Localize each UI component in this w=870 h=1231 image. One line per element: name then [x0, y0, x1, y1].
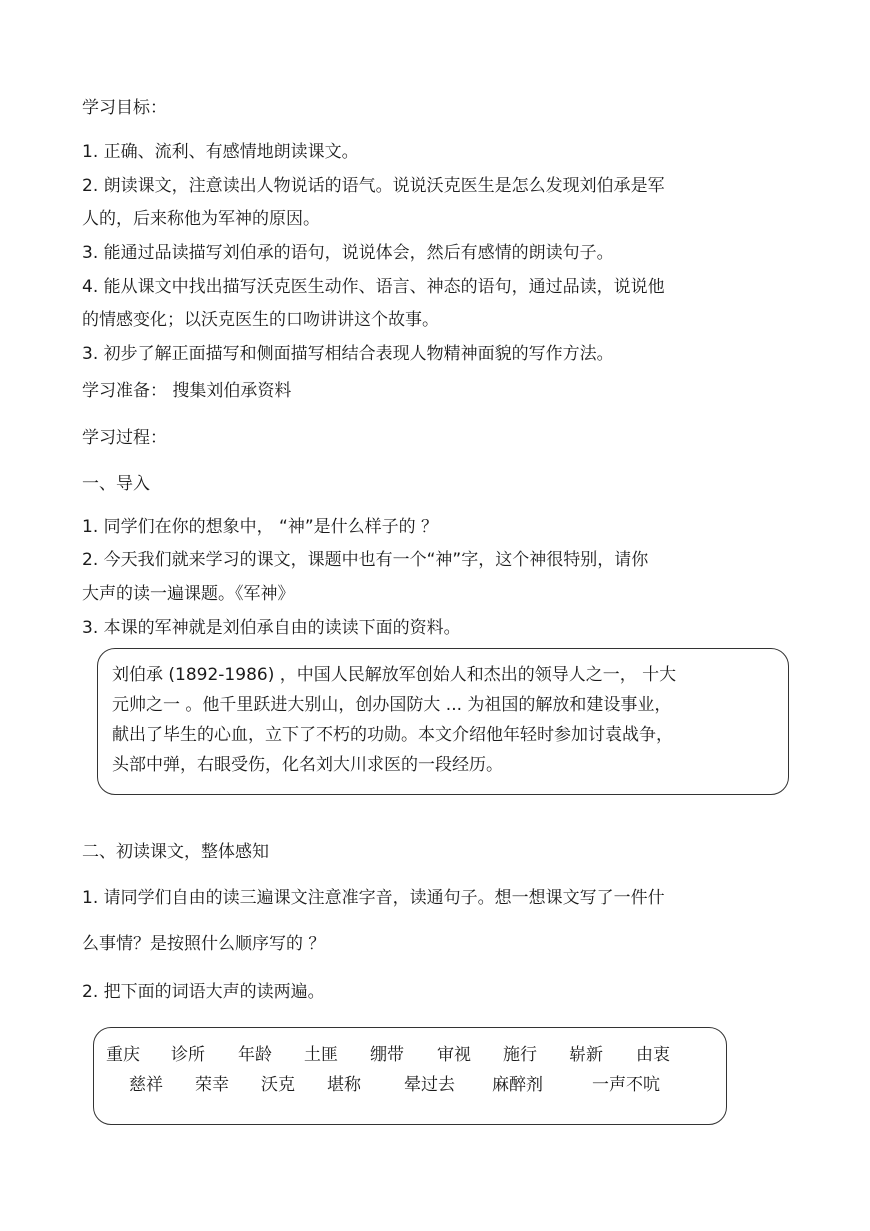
goal-item-2-cont: 人的，后来称他为军神的原因。 — [82, 209, 320, 229]
part1-heading: 一、导入 — [82, 474, 150, 494]
bio-line-3: 献出了毕生的心血，立下了不朽的功勋。本文介绍他年轻时参加讨袁战争， — [112, 725, 673, 745]
part1-line-1: 1. 同学们在你的想象中， “神”是什么样子的 ？ — [82, 517, 439, 537]
vocab-word: 一声不吭 — [592, 1075, 660, 1095]
vocab-word: 堪称 — [327, 1075, 361, 1095]
vocab-word: 土匪 — [304, 1045, 338, 1065]
part2-line-1: 1. 请同学们自由的读三遍课文注意准字音，读通句子。想一想课文写了一件什 — [82, 888, 665, 908]
part1-line-4: 3. 本课的军神就是刘伯承自由的读读下面的资料。 — [82, 618, 461, 638]
goal-item-1: 1. 正确、流利、有感情地朗读课文。 — [82, 142, 359, 162]
vocab-word: 崭新 — [569, 1045, 603, 1065]
vocab-word: 年龄 — [238, 1045, 272, 1065]
vocab-word: 绷带 — [370, 1045, 404, 1065]
vocab-word: 慈祥 — [129, 1075, 163, 1095]
vocab-word: 晕过去 — [404, 1075, 455, 1095]
vocab-word: 重庆 — [106, 1045, 140, 1065]
goal-item-5: 3. 初步了解正面描写和侧面描写相结合表现人物精神面貌的写作方法。 — [82, 344, 614, 364]
preparation-line: 学习准备： 搜集刘伯承资料 — [82, 381, 292, 401]
vocab-word: 沃克 — [261, 1075, 295, 1095]
goals-heading: 学习目标： — [82, 98, 167, 118]
bio-line-1: 刘伯承 (1892-1986) ，中国人民解放军创始人和杰出的领导人之一， 十大 — [112, 665, 677, 685]
vocab-word: 荣幸 — [195, 1075, 229, 1095]
part2-line-2: 么事情？是按照什么顺序写的 ？ — [82, 934, 326, 954]
bio-line-4: 头部中弹，右眼受伤，化名刘大川求医的一段经历。 — [112, 755, 503, 775]
vocab-word: 由衷 — [636, 1045, 670, 1065]
vocab-word: 诊所 — [171, 1045, 205, 1065]
goal-item-4: 4. 能从课文中找出描写沃克医生动作、语言、神态的语句，通过品读，说说他 — [82, 277, 665, 297]
process-heading: 学习过程： — [82, 428, 167, 448]
goal-item-4-cont: 的情感变化；以沃克医生的口吻讲讲这个故事。 — [82, 310, 439, 330]
bio-box — [97, 648, 789, 795]
part1-line-2: 2. 今天我们就来学习的课文，课题中也有一个“神”字，这个神很特别，请你 — [82, 550, 649, 570]
bio-line-2: 元帅之一 。他千里跃进大别山，创办国防大 ... 为祖国的解放和建设事业， — [112, 695, 672, 715]
vocab-word: 审视 — [437, 1045, 471, 1065]
part2-line-3: 2. 把下面的词语大声的读两遍。 — [82, 982, 325, 1002]
part2-heading: 二、初读课文，整体感知 — [82, 842, 269, 862]
part1-line-3: 大声的读一遍课题。《军神》 — [82, 584, 295, 604]
vocab-word: 施行 — [503, 1045, 537, 1065]
goal-item-2: 2. 朗读课文，注意读出人物说话的语气。说说沃克医生是怎么发现刘伯承是军 — [82, 176, 665, 196]
vocab-box — [93, 1027, 727, 1125]
goal-item-3: 3. 能通过品读描写刘伯承的语句，说说体会，然后有感情的朗读句子。 — [82, 243, 614, 263]
vocab-word: 麻醉剂 — [492, 1075, 543, 1095]
